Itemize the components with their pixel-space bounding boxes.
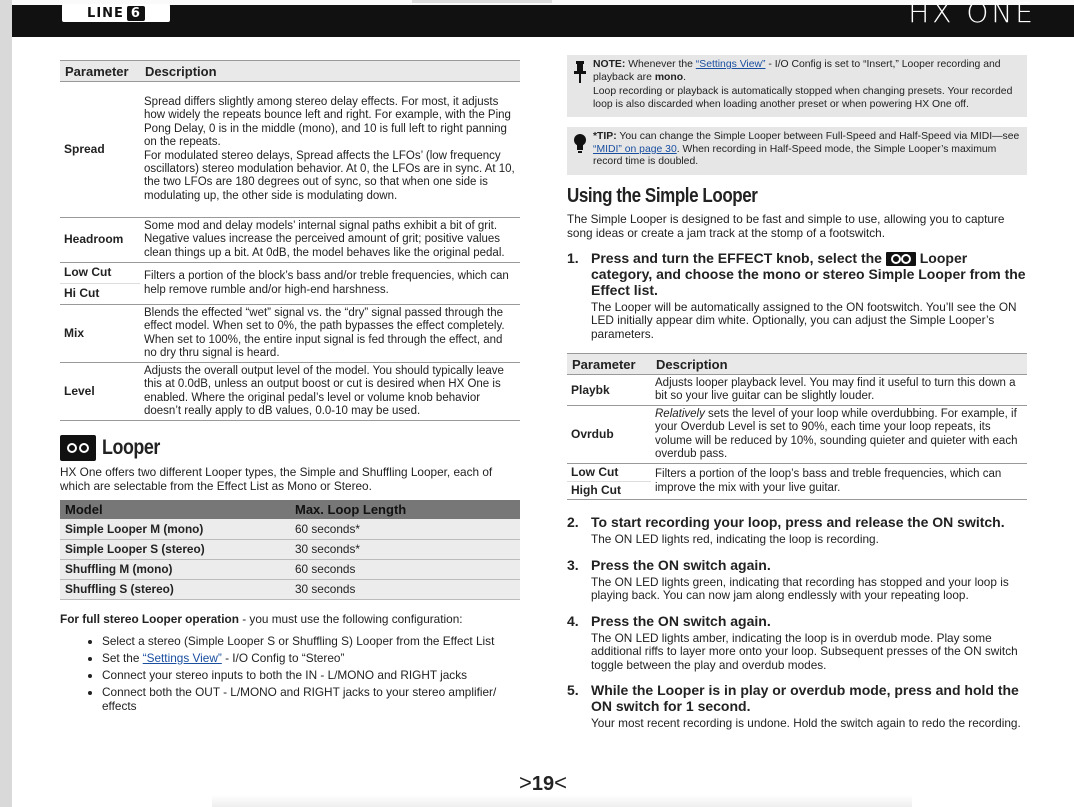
page-chevron-right: < [554,770,567,795]
param-desc: Filters a portion of the loop’s bass and treble frequencies, which can improve the mix with your live guitar. [651,464,1027,500]
desc-col-header: Description [651,354,1027,375]
config-bold: For full stereo Looper operation [60,611,239,626]
list-item [102,651,520,665]
loop-length: 60 seconds [290,559,520,579]
looper-param-table [567,353,1027,500]
step-4 [567,613,1027,673]
settings-view-link[interactable]: “Settings View” [695,59,766,70]
param-desc: Blends the effected “wet” signal vs. the “dry” signal passed through the effect model. When set to 0%, the path bypasses the effect completely. When set to 100%, the entire input signal is fed through the effect, and no dry thru signal is heard. [140,305,520,363]
param-name: Headroom [60,218,140,263]
param-name: Playbk [567,375,651,406]
page-bottom-shade [212,795,912,807]
step-desc: The ON LED lights green, indicating that recording has stopped and your loop is playing back. You can now jam along endlessly with your repeating loop. [591,574,1009,603]
page-number-value: 19 [531,773,555,795]
step-1 [567,250,1027,342]
header-bar [12,0,1074,37]
logo-text: LINE [87,5,124,21]
note-bold: mono [654,71,684,83]
looper-icon [886,252,916,266]
settings-view-link[interactable]: “Settings View” [142,650,222,665]
pushpin-icon [574,61,586,83]
looper-heading [60,435,520,461]
param-desc-text: Spread differs slightly among stereo delay effects. For most, it adjusts how widely the repeats bounce left and right. For example, with the Ping Pong Delay, 0 is in the middle (mono), and 10 is full left to right panning on the repeats. [144,95,511,149]
table-row [60,519,520,539]
table-row [60,305,520,363]
param-name: High Cut [567,482,651,500]
model-name: Simple Looper S (stereo) [60,539,290,559]
step-number: 3. [567,556,579,573]
table-row [567,464,1027,482]
looper-intro: HX One offers two different Looper types, the Simple and Shuffling Looper, each of which are selectable from the Effect List as Mono or Stereo. [60,465,493,493]
note-text-part: . [683,71,686,83]
step-title: To start recording your loop, press and release the ON switch. [591,514,1005,531]
model-col-header: Model [60,500,290,519]
step-title: Press the ON switch again. [591,612,771,629]
tip-text-part: . When recording in Half-Speed mode, the Simple Looper’s maximum record time is doubled. [593,143,997,167]
step-desc: The Looper will be automatically assigned to the ON footswitch. You’ll see the ON LED initially appear dim white. Optionally, you can adjust the Simple Looper’s parameters. [591,299,1017,341]
table-row [567,406,1027,464]
table-row [60,539,520,559]
list-item-text: Set the [102,650,143,665]
stereo-config-text [60,612,520,626]
param-col-header: Parameter [60,61,140,82]
param-name: Level [60,363,140,421]
section-heading: Using the Simple Looper [567,184,758,207]
param-desc: Filters a portion of the block’s bass and/or treble frequencies, which can help remove rumble and/or high-end harshness. [140,263,520,305]
list-item-text: - I/O Config to “Stereo” [221,650,345,665]
parameter-table [60,60,520,421]
param-name: Ovrdub [567,406,651,464]
desc-col-header: Description [140,61,520,82]
param-desc [651,406,1027,464]
table-row [60,218,520,263]
step-5 [567,682,1027,731]
header-ribbon-tab [412,0,552,3]
step-title: While the Looper is in play or overdub mode, press and hold the ON switch for 1 second. [591,682,1019,715]
length-col-header: Max. Loop Length [290,500,520,519]
step-title: Press the ON switch again. [591,556,771,573]
model-name: Simple Looper M (mono) [60,519,290,539]
table-row [60,559,520,579]
midi-page-link[interactable]: “MIDI” on page 30 [593,143,677,155]
note-text [593,59,1021,84]
tip-text [593,131,1021,169]
model-table [60,500,520,600]
right-column [567,55,1027,731]
loop-length: 30 seconds* [290,539,520,559]
param-desc [140,82,520,218]
param-desc: Adjusts looper playback level. You may find it useful to turn this down a bit so your live guitar can be slightly louder. [651,375,1027,406]
step-title-part: Looper category, and choose the mono or stereo Simple Looper from the Effect list. [591,249,1026,298]
param-desc-text: sets the level of your loop while overdubbing. For example, if your Overdub Level is set to 90%, each time your loop repeats, its volume will be reduced by 10%, sounding quieter and quieter with each overdub pass. [655,407,1018,461]
model-name: Shuffling M (mono) [60,559,290,579]
page-chevron-left: > [519,770,532,795]
logo-six: 6 [127,6,145,21]
step-3 [567,557,1027,603]
note-box [567,55,1027,117]
list-item: • Select a stereo (Simple Looper S or Shuffling S) Looper from the Effect List [102,634,520,648]
param-desc: Some mod and delay models’ internal signal paths exhibit a bit of grit. Negative values increase the perceived amount of grit; positive values clean things up a bit. At 0dB, the model behaves like the original pedal. [140,218,520,263]
note-text-2: Loop recording or playback is automatically stopped when changing presets. Your recorded loop is also discarded when loading another preset or when powering HX One off. [593,86,1013,110]
param-name: Low Cut [567,464,651,482]
step-desc: Your most recent recording is undone. Hold the switch again to redo the recording. [591,716,1021,731]
param-name: Spread [60,82,140,218]
step-desc: The ON LED lights red, indicating the loop is recording. [591,532,879,547]
left-column [60,60,520,716]
step-title [591,250,1027,298]
param-col-header: Parameter [567,354,651,375]
param-desc: Adjusts the overall output level of the model. You should typically leave this at 0.0dB, unless an output boost or cut is desired when HX One is enabled. Where the original pedal’s level or volume knob behavior doesn’t really apply to dB values, 0.0-10 may be used. [140,363,520,421]
param-name: Hi Cut [60,284,140,305]
looper-icon [60,435,96,461]
list-item: • Connect both the OUT - L/MONO and RIGHT jacks to your stereo amplifier/ effects [102,685,520,713]
section-intro: The Simple Looper is designed to be fast and simple to use, allowing you to capture song ideas or create a jam track at the stomp of a footswitch. [567,211,1005,240]
step-title-part: Press and turn the EFFECT knob, select the [591,249,886,266]
lightbulb-icon [574,133,586,155]
model-name: Shuffling S (stereo) [60,579,290,599]
param-name: Low Cut [60,263,140,284]
step-2 [567,514,1027,547]
note-label: NOTE: [593,59,626,70]
line6-logo [62,4,170,22]
table-row [60,363,520,421]
note-text-part: - I/O Config is set to “Insert,” Looper recording and playback are [593,59,1001,83]
param-desc-text: For modulated stereo delays, Spread affects the LFOs’ (low frequency oscillators) stereo modulation behavior. At 0, the LFOs are in sync. At 10, the two LFOs are 180 degrees out of sync, so that when one side is modulating up, the other side is modulating down. [144,149,515,202]
table-row [60,263,520,284]
note-text-part: Whenever the [625,59,696,70]
table-row [567,375,1027,406]
tip-box [567,127,1027,175]
product-title: HX ONE [908,0,1036,29]
loop-length: 60 seconds* [290,519,520,539]
table-row [60,579,520,599]
config-list [60,634,520,713]
list-item: • Connect your stereo inputs to both the IN - L/MONO and RIGHT jacks [102,668,520,682]
table-row [60,82,520,218]
looper-title: Looper [102,436,160,459]
param-desc-em: Relatively [655,407,705,420]
param-name: Mix [60,305,140,363]
step-number: 4. [567,612,579,629]
step-desc: The ON LED lights amber, indicating the loop is in overdub mode. Play some additional riffs to layer more onto your loop. Subsequent presses of the ON switch toggle between the play and overdub modes. [591,630,1018,672]
step-number: 5. [567,682,579,699]
step-number: 2. [567,514,579,531]
step-number: 1. [567,249,579,266]
config-rest: - you must use the following configuration: [238,611,463,626]
manual-page [12,0,1074,807]
tip-label: *TIP: [593,131,617,142]
loop-length: 30 seconds [290,579,520,599]
page-number [12,770,1074,796]
tip-text-part: You can change the Simple Looper between Full-Speed and Half-Speed via MIDI—see [616,131,1020,142]
